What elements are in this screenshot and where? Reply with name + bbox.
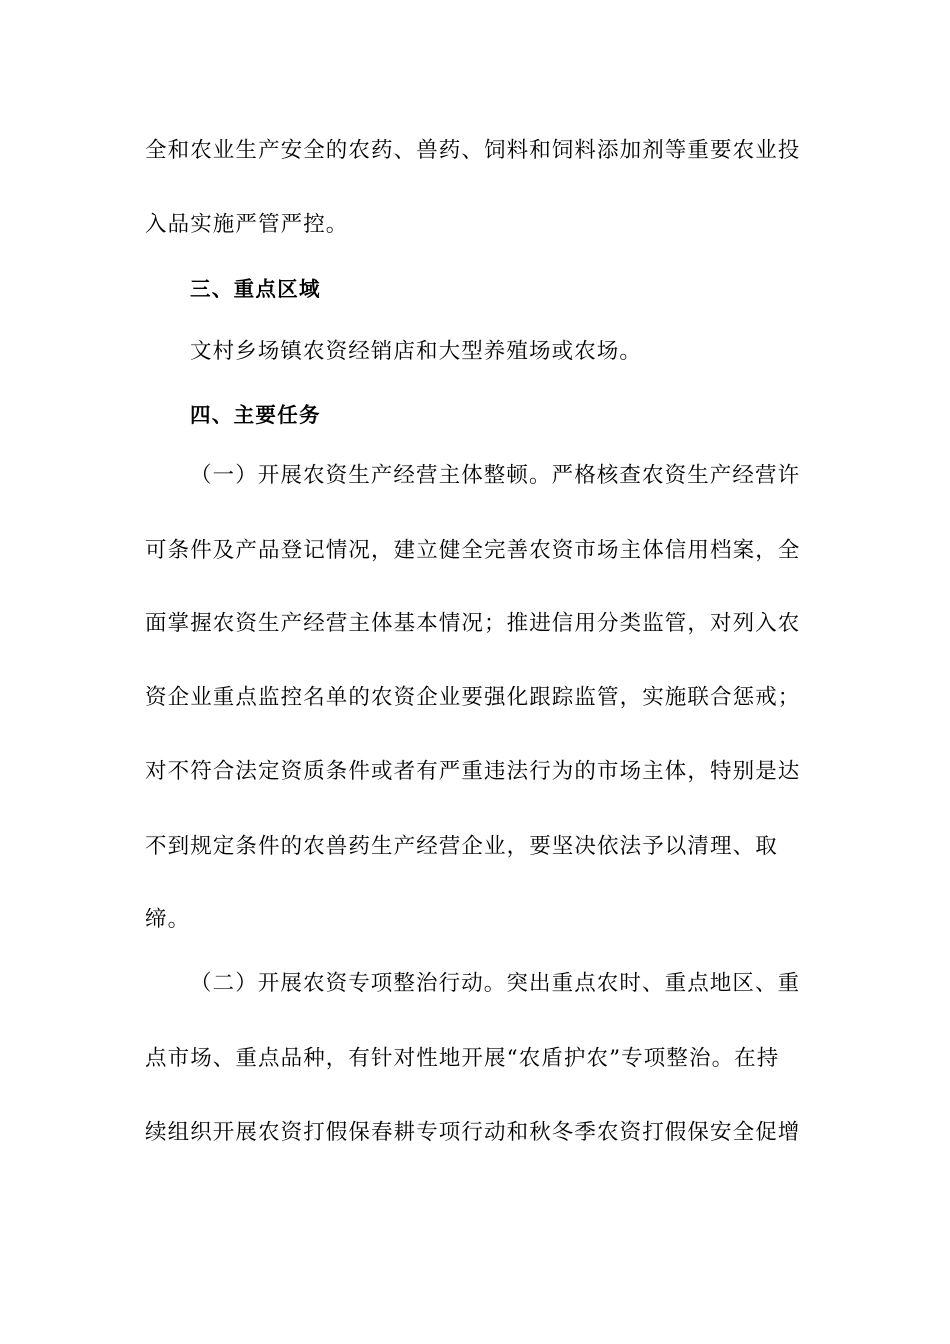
paragraph-line: 缔。 bbox=[145, 907, 191, 932]
paragraph-line: 全和农业生产安全的农药、兽药、饲料和饲料添加剂等重要农业投 bbox=[145, 138, 801, 163]
paragraph-line: 面掌握农资生产经营主体基本情况；推进信用分类监管，对列入农 bbox=[145, 611, 801, 636]
paragraph-line: 可条件及产品登记情况，建立健全完善农资市场主体信用档案，全 bbox=[145, 538, 801, 563]
paragraph-line: 文村乡场镇农资经销店和大型养殖场或农场。 bbox=[190, 339, 643, 364]
paragraph-line: 入品实施严管严控。 bbox=[145, 212, 349, 237]
paragraph-line: 点市场、重点品种，有针对性地开展“农盾护农”专项整治。在持 bbox=[145, 1046, 780, 1071]
section-heading: 三、重点区域 bbox=[190, 277, 321, 301]
section-heading: 四、主要任务 bbox=[190, 403, 321, 427]
paragraph-line: 续组织开展农资打假保春耕专项行动和秋冬季农资打假保安全促增 bbox=[145, 1120, 801, 1145]
paragraph-line: （一）开展农资生产经营主体整顿。严格核查农资生产经营许 bbox=[190, 463, 801, 488]
paragraph-line: （二）开展农资专项整治行动。突出重点农时、重点地区、重 bbox=[190, 971, 801, 996]
paragraph-line: 资企业重点监控名单的农资企业要强化跟踪监管，实施联合惩戒； bbox=[145, 685, 801, 710]
paragraph-line: 对不符合法定资质条件或者有严重违法行为的市场主体，特别是达 bbox=[145, 759, 801, 784]
paragraph-line: 不到规定条件的农兽药生产经营企业，要坚决依法予以清理、取 bbox=[145, 834, 778, 859]
